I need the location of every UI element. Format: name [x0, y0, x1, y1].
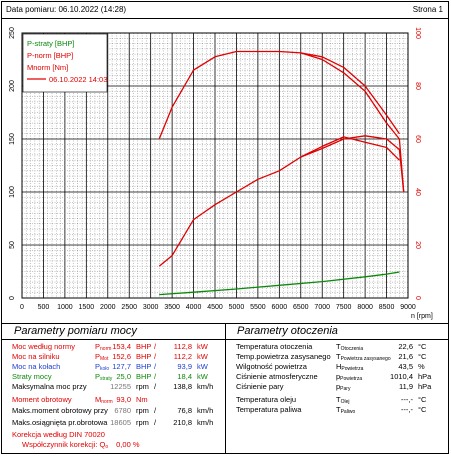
- y-tick-label-left: 200: [9, 80, 16, 92]
- correction-factor: [22, 440, 140, 450]
- ambient-value: 11,9: [398, 382, 413, 391]
- legend-entry: P-straty [BHP]: [27, 39, 75, 48]
- ambient-value: 21,6: [398, 352, 413, 361]
- ambient-symbol: $H_{Powietrza}$: [336, 362, 364, 372]
- param-symbol-sub: straty: [100, 376, 113, 382]
- param-sep: /: [154, 362, 157, 371]
- x-tick-label: 3000: [142, 304, 159, 311]
- y-tick-label-left: 150: [9, 133, 16, 145]
- y-tick-label-right: 20: [414, 241, 421, 249]
- ambient-label: Wilgotność powietrza: [236, 362, 307, 371]
- x-tick-label: 4500: [207, 304, 223, 311]
- ambient-row: [226, 405, 450, 415]
- y-tick-label-left: 50: [9, 241, 16, 249]
- param-value-1: 25,0: [116, 372, 131, 381]
- x-tick-label: 5000: [228, 304, 245, 311]
- ambient-unit: °C: [418, 405, 427, 414]
- correction-label: Współczynnik korekcji: $Q_o$: [22, 440, 109, 450]
- param-value-1: 152,6: [112, 352, 131, 361]
- param-label: Moc na silniku: [12, 352, 60, 361]
- param-symbol: $P_{koło}$: [95, 362, 110, 372]
- param-row: [0, 342, 225, 352]
- y-tick-label-right: 0: [414, 296, 421, 300]
- param-unit-2: kW: [197, 352, 208, 361]
- x-tick-label: 2500: [121, 304, 138, 311]
- param-unit-1: Nm: [136, 395, 148, 404]
- ambient-value: ---,-: [400, 395, 413, 404]
- param-symbol-sub: norm: [101, 399, 113, 405]
- param-unit-1: BHP: [136, 372, 152, 381]
- param-symbol-sub: koło: [100, 366, 110, 372]
- ambient-symbol: $T_{Powietrza zasysanego}$: [336, 352, 391, 362]
- section-title-power: Parametry pomiaru mocy: [14, 325, 137, 337]
- param-unit-2: kW: [197, 372, 208, 381]
- ambient-symbol: $p_{Powietrza}$: [336, 372, 363, 382]
- param-label: Straty mocy: [12, 372, 52, 381]
- x-tick-label: 6000: [271, 304, 288, 311]
- page-number: Strona 1: [412, 5, 443, 14]
- param-value-2: 93,9: [177, 362, 192, 371]
- param-symbol: $P_{straty}$: [95, 372, 113, 382]
- param-value-1: 12255: [110, 382, 131, 391]
- moment-row: [0, 395, 225, 405]
- param-sep: /: [154, 406, 157, 415]
- y-tick-label-left: 0: [9, 296, 16, 300]
- param-value-1: 127,7: [112, 362, 131, 371]
- param-value-2: 18,4: [177, 372, 192, 381]
- section-title-ambient: Parametry otoczenia: [237, 325, 338, 337]
- param-value-1: 153,4: [112, 342, 131, 351]
- ambient-unit: °C: [418, 342, 427, 351]
- ambient-symbol-sub: Powietrza: [341, 366, 364, 372]
- param-label: Maks.osiągnięta pr.obrotowa: [12, 418, 108, 427]
- param-value-1: 18605: [110, 418, 131, 427]
- ambient-label: Temp.powietrza zasysanego: [236, 352, 331, 361]
- x-axis-label: n [rpm]: [411, 313, 433, 320]
- param-row: [0, 382, 225, 392]
- legend-entry: 06.10.2022 14:03: [49, 75, 108, 84]
- x-tick-label: 6500: [292, 304, 309, 311]
- param-label: Moment obrotowy: [12, 395, 72, 404]
- ambient-symbol-sub: Powietrza zasysanego: [340, 356, 391, 362]
- x-tick-label: 5500: [250, 304, 266, 311]
- param-unit-1: BHP: [136, 362, 152, 371]
- ambient-unit: hPa: [418, 372, 432, 381]
- ambient-row: [226, 352, 450, 362]
- x-tick-label: 2000: [99, 304, 116, 311]
- param-value-2: 112,2: [173, 352, 192, 361]
- y-tick-label-right: 60: [414, 135, 421, 143]
- ambient-symbol-sub: Powietrza: [340, 376, 363, 382]
- param-label: Maks.moment obrotowy przy: [12, 406, 108, 415]
- param-sep: /: [154, 342, 157, 351]
- ambient-symbol-sub: Pary: [340, 386, 351, 392]
- ambient-symbol: $T_{Paliwo}$: [336, 405, 356, 415]
- series-line-1: [159, 136, 404, 266]
- param-unit-1: rpm: [136, 406, 149, 415]
- ambient-label: Ciśnienie atmosferyczne: [236, 372, 318, 381]
- param-row: [0, 372, 225, 382]
- correction-sub: o: [105, 444, 109, 450]
- moment-row: [0, 406, 225, 416]
- ambient-symbol: $T_{Otoczenia}$: [336, 342, 364, 352]
- ambient-row: [226, 342, 450, 352]
- ambient-row: [226, 372, 450, 382]
- x-tick-label: 9000: [400, 304, 416, 311]
- param-row: [0, 362, 225, 372]
- ambient-unit: %: [418, 362, 425, 371]
- param-unit-2: km/h: [197, 418, 214, 427]
- y-tick-label-left: 250: [9, 27, 16, 39]
- param-unit-2: kW: [197, 362, 208, 371]
- legend-entry: P-norm [BHP]: [27, 51, 74, 60]
- ambient-value: 1010,4: [390, 372, 413, 381]
- ambient-row: [226, 362, 450, 372]
- section-title-divider: [1, 339, 449, 340]
- param-sep: /: [154, 418, 157, 427]
- param-symbol: $P_{Mot}$: [95, 352, 109, 362]
- ambient-value: ---,-: [400, 405, 413, 414]
- x-tick-label: 1000: [57, 304, 73, 311]
- param-symbol-sub: norm: [100, 346, 112, 352]
- param-label: Moc według normy: [12, 342, 75, 351]
- measurement-date: Data pomiaru: 06.10.2022 (14:28): [6, 5, 127, 14]
- ambient-value: 22,6: [398, 342, 413, 351]
- y-tick-label-left: 100: [9, 186, 16, 198]
- x-tick-label: 7500: [335, 304, 352, 311]
- param-value-2: 112,8: [173, 342, 192, 351]
- param-unit-2: km/h: [197, 382, 214, 391]
- y-tick-label-right: 100: [414, 27, 421, 39]
- x-tick-label: 0: [20, 304, 24, 311]
- correction-title: Korekcja według DIN 70020: [12, 430, 105, 439]
- param-label: Moc na kołach: [12, 362, 61, 371]
- ambient-symbol-sub: Olej: [340, 399, 350, 405]
- param-unit-1: BHP: [136, 352, 152, 361]
- param-value-2: 210,8: [173, 418, 192, 427]
- x-tick-label: 1500: [78, 304, 95, 311]
- x-tick-label: 500: [37, 304, 50, 311]
- param-sep: /: [154, 372, 157, 381]
- ambient-row: [226, 382, 450, 392]
- ambient-symbol: $T_{Olej}$: [336, 395, 350, 405]
- x-tick-label: 4000: [185, 304, 202, 311]
- ambient-unit: °C: [418, 352, 427, 361]
- param-unit-1: BHP: [136, 342, 152, 351]
- ambient-unit: °C: [418, 395, 427, 404]
- param-value-2: 138,8: [173, 382, 192, 391]
- param-sep: /: [154, 352, 157, 361]
- param-sep: /: [154, 382, 157, 391]
- ambient-symbol-sub: Paliwo: [340, 409, 356, 415]
- param-row: [0, 352, 225, 362]
- param-unit-1: rpm: [136, 382, 149, 391]
- ambient-symbol: $p_{Pary}$: [336, 382, 351, 392]
- legend-entry: Mnorm [Nm]: [27, 63, 69, 72]
- x-tick-label: 8500: [378, 304, 395, 311]
- y-tick-label-right: 40: [414, 188, 421, 196]
- param-symbol: $P_{norm}$: [95, 342, 112, 352]
- param-value-2: 76,8: [177, 406, 192, 415]
- ambient-label: Ciśnienie pary: [236, 382, 284, 391]
- x-tick-label: 3500: [164, 304, 180, 311]
- ambient-label: Temperatura oleju: [236, 395, 297, 404]
- ambient-symbol-sub: Otoczenia: [340, 346, 364, 352]
- y-tick-label-right: 80: [414, 82, 421, 90]
- param-label: Maksymalna moc przy: [12, 382, 87, 391]
- param-unit-2: kW: [197, 342, 208, 351]
- param-unit-1: rpm: [136, 418, 149, 427]
- param-symbol: $M_{norm}$: [95, 395, 113, 405]
- series-line-2: [301, 137, 400, 160]
- correction-value: 0,00 %: [116, 440, 140, 449]
- param-unit-2: km/h: [197, 406, 214, 415]
- ambient-value: 43,5: [398, 362, 413, 371]
- param-value-1: 93,0: [116, 395, 131, 404]
- series-line-4: [301, 53, 400, 134]
- maxrpm-row: [0, 418, 225, 428]
- param-value-1: 6780: [114, 406, 131, 415]
- x-tick-label: 8000: [357, 304, 373, 311]
- ambient-row: [226, 395, 450, 405]
- ambient-label: Temperatura otoczenia: [236, 342, 313, 351]
- x-tick-label: 7000: [314, 304, 331, 311]
- ambient-label: Temperatura paliwa: [236, 405, 302, 414]
- ambient-unit: hPa: [418, 382, 432, 391]
- param-symbol-sub: Mot: [100, 356, 109, 362]
